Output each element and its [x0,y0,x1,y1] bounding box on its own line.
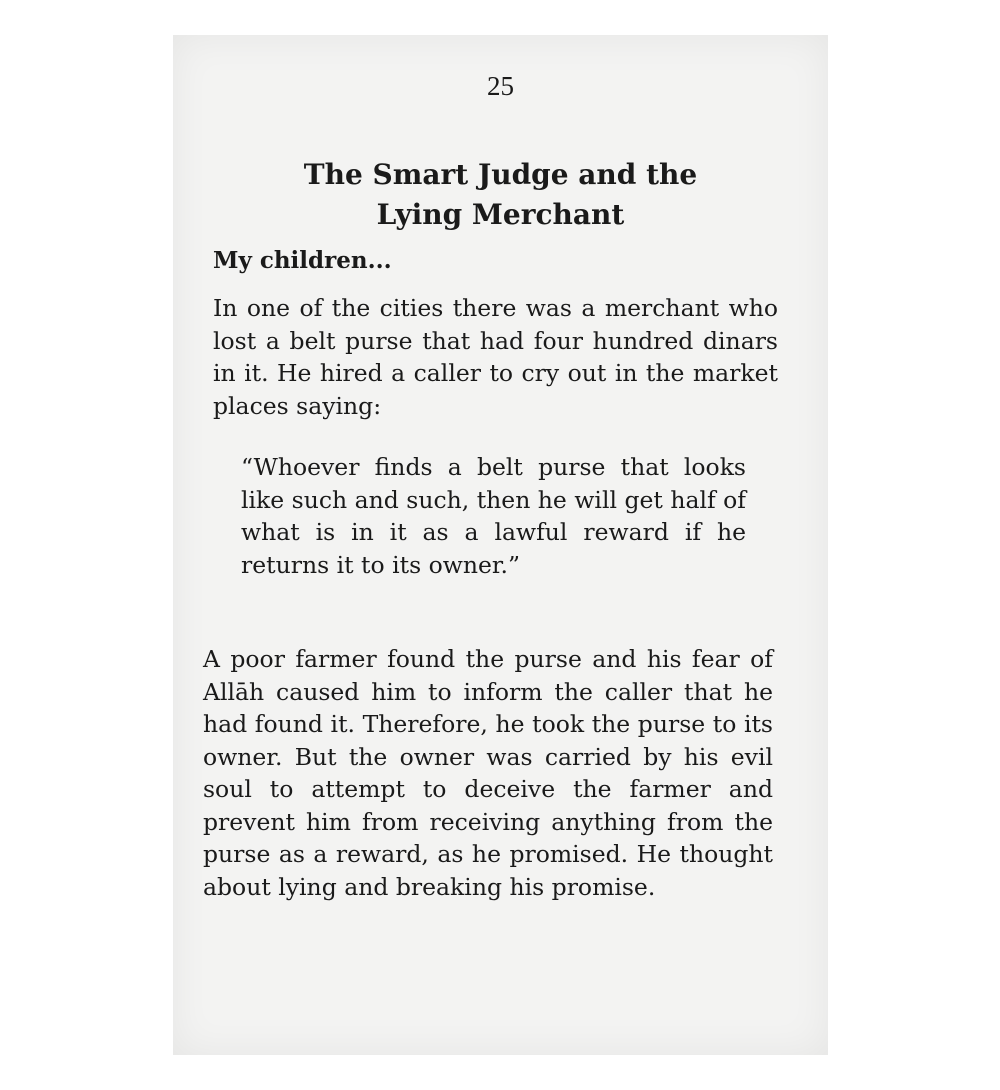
story-title [173,155,828,235]
paragraph-1: In one of the cities there was a merchant who lost a belt purse that had four hundred dinars in it. He hired a caller to cry out in the market places saying: [213,294,778,420]
greeting: My children... [213,247,392,274]
page-number: 25 [487,71,514,101]
title-line-2: Lying Merchant [376,198,625,231]
caller-quote: “Whoever finds a belt purse that looks like such and such, then he will get half of what is in it as a lawful reward if he returns it to its owner.” [241,453,746,579]
book-page [173,35,828,1055]
paragraph-2: A poor farmer found the purse and his fear of Allāh caused him to inform the caller that he had found it. Therefore, he took the purse to its owner. But the owner was carried by his evil soul to attempt to deceive the farmer and prevent him from receiving anything from the purse as a reward, as he promised. He thought about lying and breaking his promise. [203,645,773,901]
title-line-1: The Smart Judge and the [303,158,698,191]
